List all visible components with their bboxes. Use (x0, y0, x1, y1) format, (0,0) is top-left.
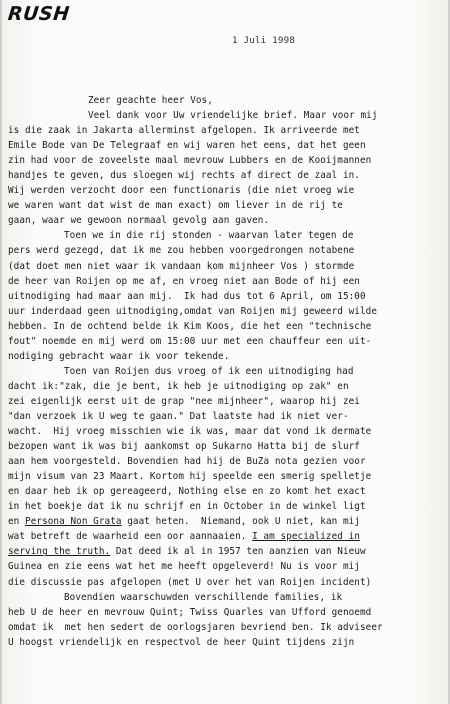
letter-text: heb U de heer en mevrouw Quint; Twiss Quarles van Ufford genoemd (8, 606, 372, 618)
letter-text: gaat heten. Niemand, ook U niet, kan mij (121, 516, 361, 528)
letter-text: handjes te geven, dus sloegen wij rechts af direct de zaal in. (8, 170, 360, 182)
letter-line (8, 559, 448, 574)
letter-text: Zeer geachte heer Vos, (88, 95, 213, 106)
letter-text: pers werd gezegd, dat ik me zou hebben voorgedrongen notabene (8, 245, 355, 257)
letter-line (8, 213, 448, 228)
letter-text: de heer van Roijen op me af, en vroeg niet aan Bode of hij een (8, 275, 360, 287)
letter-text: aan hem voorgesteld. Bovendien had hij de BuZa nota gezien voor (8, 456, 366, 468)
letter-text: gaan, waar we gewoon normaal gevolg aan gaven. (8, 215, 270, 227)
letter-text: Wij werden verzocht door een functionaris (die niet vroeg wie (8, 185, 355, 197)
underlined-text: Persona Non Grata (25, 516, 122, 528)
letter-text: Guinea en zie eens wat het me heeft opgeleverd! Nu is voor mij (8, 561, 360, 573)
letter-text: Bovendien waarschuwden verschillende families, ik (64, 591, 343, 603)
letter-body (8, 93, 448, 650)
letter-text: zei eigenlijk eerst uit de grap "nee mijnheer", waarop hij zei (8, 395, 360, 407)
letter-text: mijn visum van 23 Maart. Kortom hij speelde een smerig spelletje (8, 471, 372, 483)
letter-date: 1 Juli 1998 (232, 35, 296, 46)
letter-line (8, 168, 448, 183)
letter-line (8, 469, 448, 484)
letter-line (8, 198, 448, 213)
letter-line (8, 289, 448, 304)
letter-text: is die zaak in Jakarta allerminst afgelopen. Ik arriveerde met (8, 125, 360, 137)
letter-text: (dat doet men niet waar ik vandaan kom mijnheer Vos ) stormde (8, 260, 355, 272)
letter-text: Toen van Roijen dus vroeg of ik een uitnodiging had (64, 365, 354, 377)
letter-text: bezopen want ik was bij aankomst op Sukarno Hatta bij de slurf (8, 441, 360, 453)
letter-line (8, 364, 448, 379)
letter-line (8, 544, 448, 559)
letter-text: Dat deed ik al in 1957 ten aanzien van Nieuw (110, 546, 366, 558)
letter-text: dacht ik:"zak, die je bent, ik heb je uitnodiging op zak" en (8, 380, 349, 392)
letter-text: fout" noemde en mij werd om 15:00 uur met een chauffeur een uit- (8, 335, 372, 347)
letter-text: Veel dank voor Uw vriendelijke brief. Maar voor mij (88, 110, 378, 122)
letter-line (8, 484, 448, 499)
letter-text: uur inderdaad geen uitnodiging,omdat van Roijen mij geweerd wilde (8, 305, 378, 317)
letter-text: U hoogst vriendelijk en respectvol de heer Quint tijdens zijn (8, 636, 355, 648)
letter-line (8, 424, 448, 439)
letter-line (8, 454, 448, 469)
letter-text: Emile Bode van De Telegraaf en wij waren het eens, dat het geen (8, 140, 366, 152)
letter-text: uitnodiging had maar aan mij. Ik had dus tot 6 April, om 15:00 (8, 290, 366, 302)
letter-line (8, 499, 448, 514)
letter-line (8, 439, 448, 454)
letter-line (8, 274, 448, 289)
letter-line (8, 183, 448, 198)
letter-line (8, 228, 448, 243)
letter-line (8, 123, 448, 138)
letter-text: en daar heb ik op gereageerd, Nothing else en zo komt het exact (8, 486, 366, 498)
letter-text: die discussie pas afgelopen (met U over het van Roijen incident) (8, 576, 372, 588)
letter-line (8, 243, 448, 258)
letter-line (8, 409, 448, 424)
letter-line (8, 334, 448, 349)
letter-line (8, 514, 448, 529)
letter-text: hebben. In de ochtend belde ik Kim Koos, die het een "technische (8, 320, 372, 332)
letter-line (8, 575, 448, 590)
underlined-text: I am specialized in (252, 531, 360, 543)
letter-text: wat betreft de waarheid een oor aannaaien. (8, 531, 253, 543)
letter-line (8, 635, 448, 650)
letter-line (8, 108, 448, 123)
letter-line (8, 259, 448, 274)
letter-line (8, 349, 448, 364)
letter-line (8, 590, 448, 605)
letter-text: "dan verzoek ik U weg te gaan." Dat laatste had ik niet ver- (8, 410, 349, 422)
letter-text: en (8, 516, 26, 528)
letter-text: Toen we in die rij stonden - waarvan later tegen de (64, 230, 354, 242)
letter-text: we waren want dat wist de man exact) om liever in de rij te (8, 200, 343, 212)
letter-line (8, 620, 448, 635)
letter-text: zin had voor de zoveelste maal mevrouw Lubbers en de Kooijmannen (8, 155, 372, 167)
letter-line (8, 138, 448, 153)
letter-line (8, 153, 448, 168)
scan-edge-left (0, 0, 2, 704)
letter-line (8, 379, 448, 394)
letter-line (8, 605, 448, 620)
letter-line (8, 304, 448, 319)
letter-text: nodiging gebracht waar ik voor tekende. (8, 350, 230, 362)
underlined-text: serving the truth. (8, 546, 111, 558)
rush-logo: RUSH (6, 3, 71, 25)
letter-line (8, 93, 448, 108)
letter-text: wacht. Hij vroeg misschien wie ik was, maar dat vond ik dermate (8, 426, 372, 438)
letter-line (8, 529, 448, 544)
letter-line (8, 319, 448, 334)
letter-text: omdat ik met hen sedert de oorlogsjaren bevriend ben. Ik adviseer (8, 621, 383, 633)
letter-line (8, 394, 448, 409)
letter-text: in het boekje dat ik nu schrijf en in October in de winkel ligt (8, 501, 366, 513)
